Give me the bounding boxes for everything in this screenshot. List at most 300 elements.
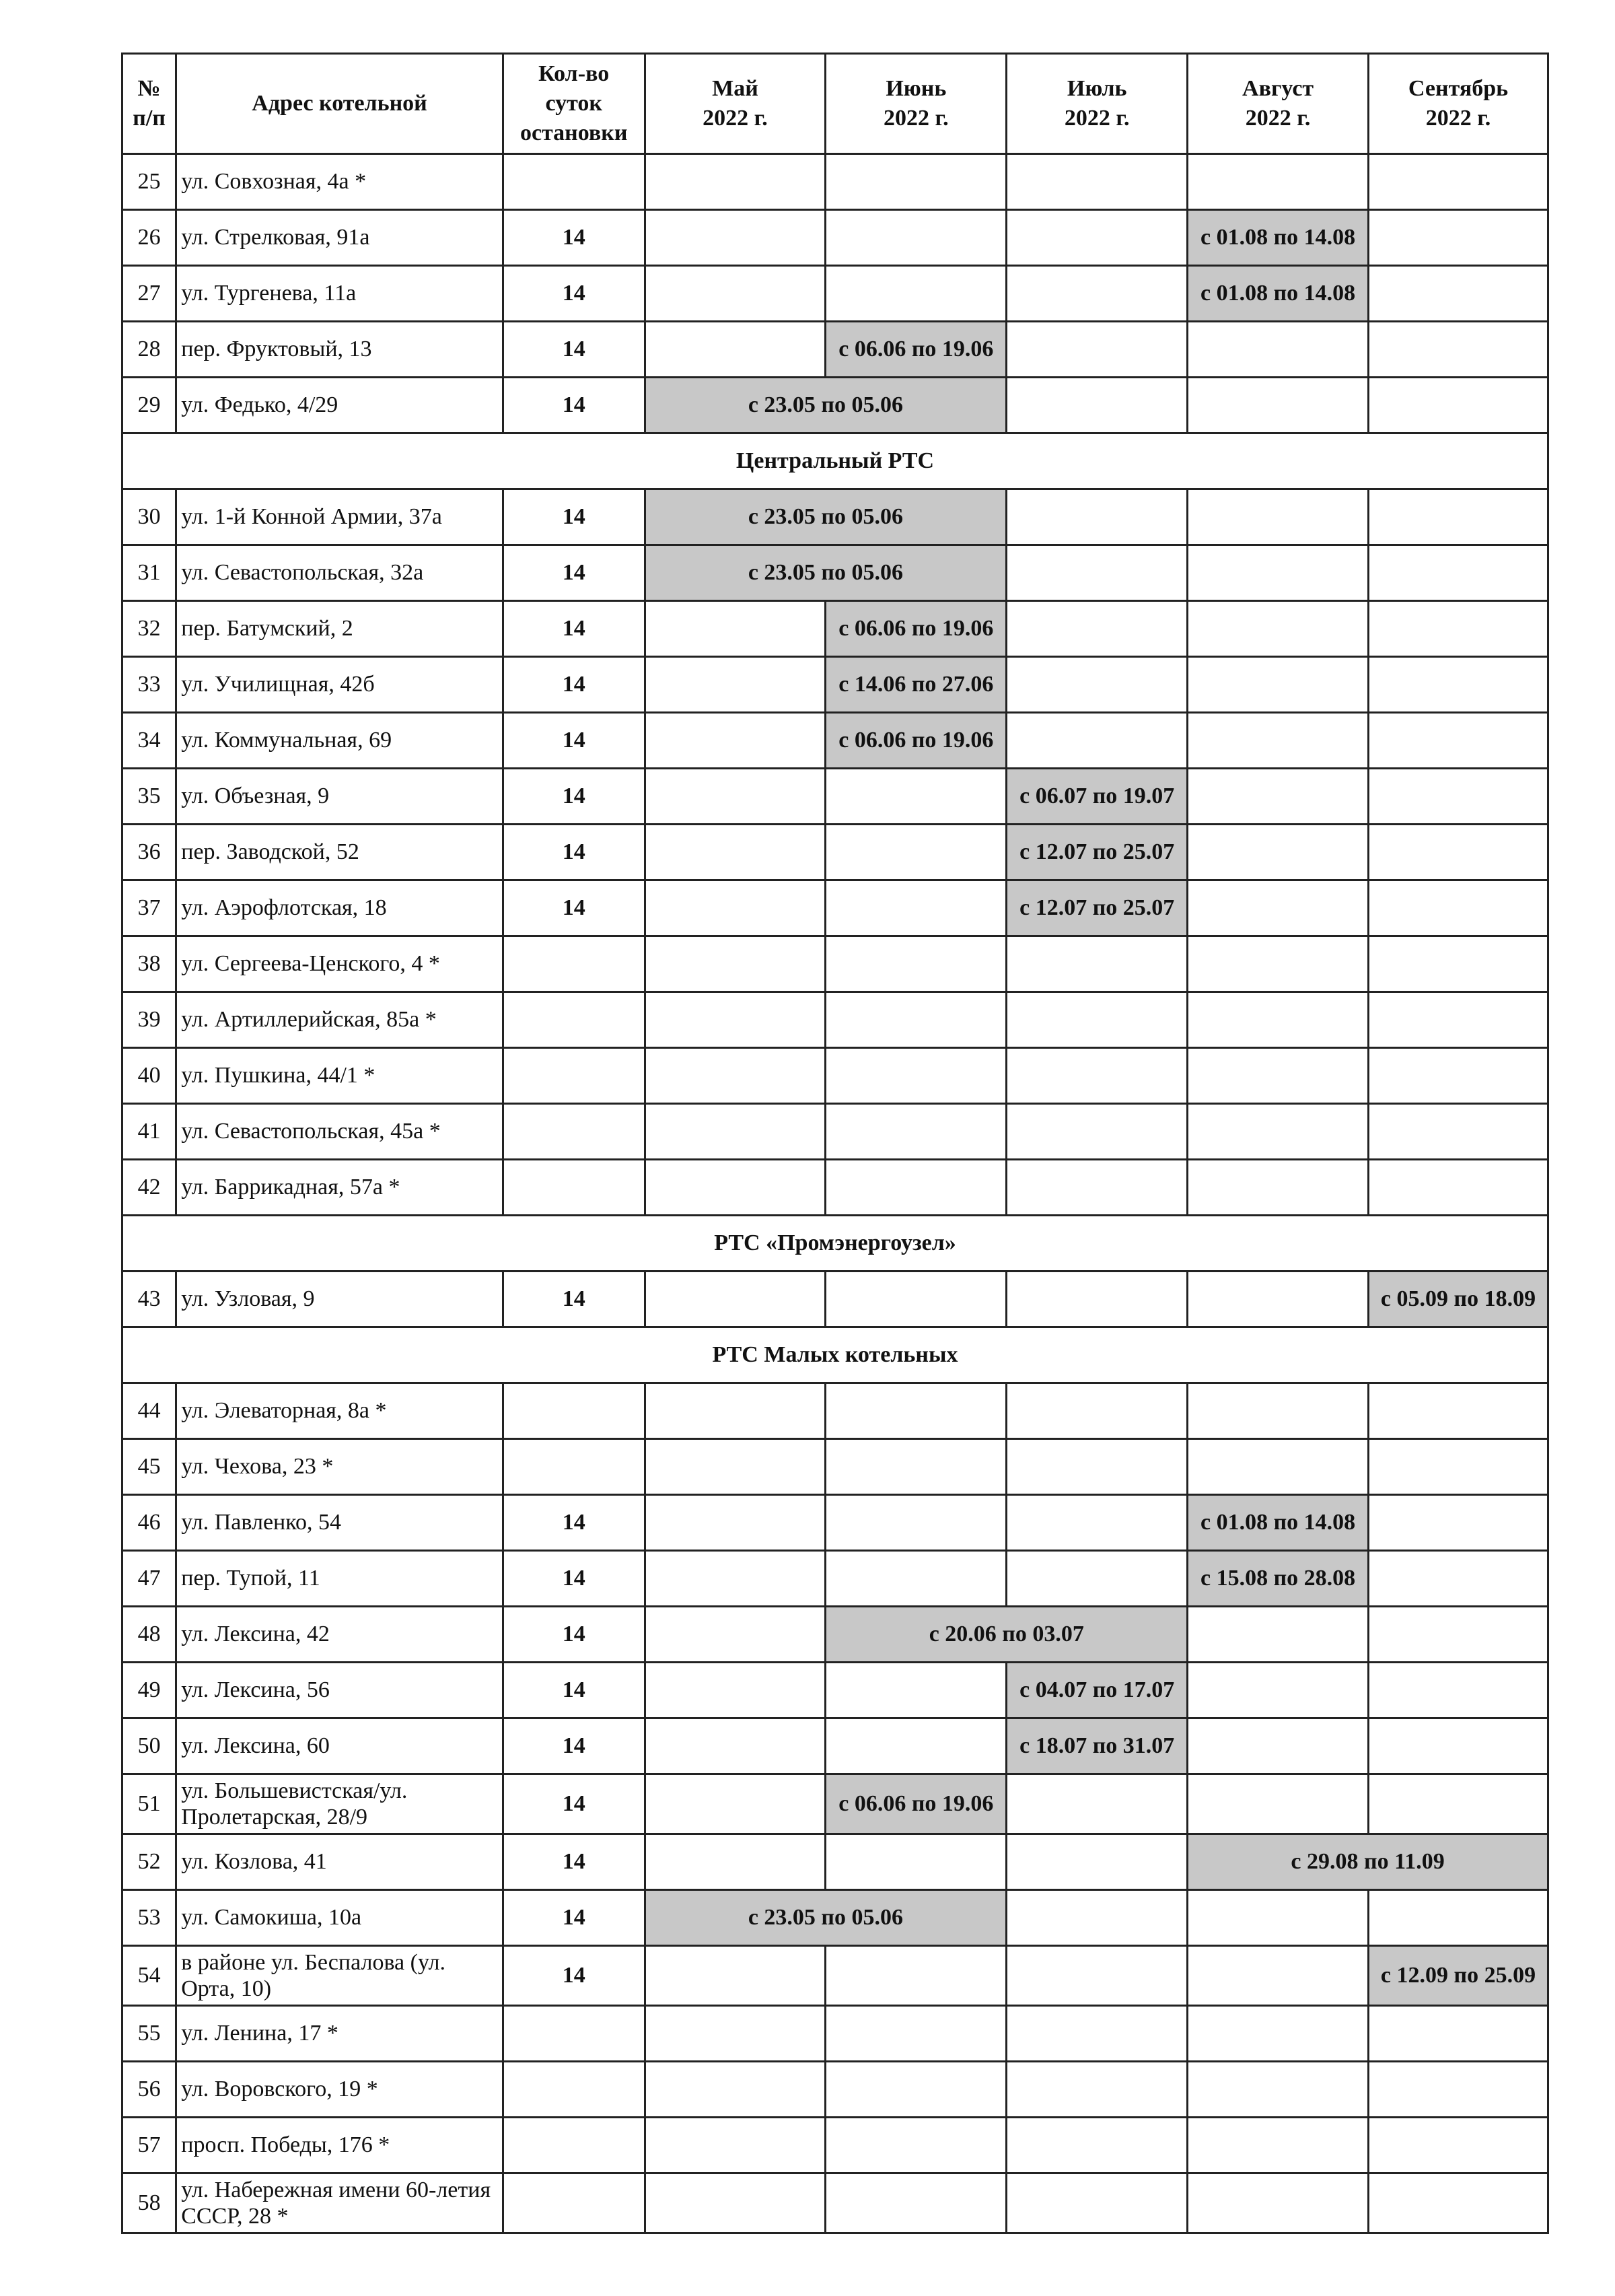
shutdown-period: с 06.06 по 19.06: [826, 322, 1007, 378]
row-number: 45: [122, 1439, 176, 1495]
month-cell: [1007, 1834, 1188, 1890]
table-row: [122, 657, 1548, 713]
month-cell: [645, 1383, 826, 1439]
month-cell: [1007, 1272, 1188, 1327]
month-cell: [826, 1160, 1007, 1216]
month-cell: [1007, 210, 1188, 266]
month-cell: [1369, 1607, 1548, 1663]
row-number: 53: [122, 1890, 176, 1946]
header-num: № п/п: [122, 54, 176, 154]
month-cell: [1369, 1890, 1548, 1946]
month-cell: [1369, 266, 1548, 322]
shutdown-period: с 12.09 по 25.09: [1369, 1946, 1548, 2006]
section-row: [122, 1216, 1548, 1272]
month-cell: [645, 601, 826, 657]
month-cell: [826, 154, 1007, 210]
boiler-address: ул. Набережная имени 60-летия СССР, 28 *: [176, 2173, 503, 2233]
month-cell: [1007, 1383, 1188, 1439]
month-cell: [1007, 601, 1188, 657]
row-number: 49: [122, 1663, 176, 1718]
row-number: 39: [122, 992, 176, 1048]
boiler-address: ул. Узловая, 9: [176, 1272, 503, 1327]
section-title: Центральный РТС: [122, 433, 1548, 489]
shutdown-days: 14: [503, 825, 645, 880]
table-row: [122, 1104, 1548, 1160]
month-cell: [1369, 2062, 1548, 2118]
month-cell: [1007, 713, 1188, 769]
row-number: 27: [122, 266, 176, 322]
month-cell: [645, 2062, 826, 2118]
month-cell: [826, 1718, 1007, 1774]
shutdown-days: [503, 1104, 645, 1160]
boiler-address: ул. Лексина, 42: [176, 1607, 503, 1663]
table-row: [122, 1890, 1548, 1946]
month-cell: [645, 210, 826, 266]
shutdown-period: с 01.08 по 14.08: [1188, 266, 1369, 322]
shutdown-days: [503, 2118, 645, 2173]
month-cell: [826, 266, 1007, 322]
shutdown-days: [503, 992, 645, 1048]
month-cell: [1188, 936, 1369, 992]
month-cell: [645, 1160, 826, 1216]
month-cell: [1007, 1551, 1188, 1607]
month-cell: [1188, 2173, 1369, 2233]
boiler-address: пер. Батумский, 2: [176, 601, 503, 657]
month-cell: [1188, 2006, 1369, 2062]
month-cell: [1007, 936, 1188, 992]
shutdown-period: с 04.07 по 17.07: [1007, 1663, 1188, 1718]
row-number: 25: [122, 154, 176, 210]
shutdown-days: 14: [503, 601, 645, 657]
month-cell: [826, 936, 1007, 992]
table-row: [122, 1272, 1548, 1327]
row-number: 46: [122, 1495, 176, 1551]
month-cell: [645, 154, 826, 210]
table-row: [122, 2006, 1548, 2062]
boiler-address: ул. Чехова, 23 *: [176, 1439, 503, 1495]
month-cell: [1188, 154, 1369, 210]
boiler-shutdown-table: [121, 53, 1549, 2234]
month-cell: [645, 1834, 826, 1890]
month-cell: [826, 880, 1007, 936]
month-cell: [1188, 1160, 1369, 1216]
row-number: 32: [122, 601, 176, 657]
row-number: 58: [122, 2173, 176, 2233]
row-number: 38: [122, 936, 176, 992]
month-cell: [1007, 657, 1188, 713]
month-cell: [1369, 992, 1548, 1048]
shutdown-days: 14: [503, 1834, 645, 1890]
month-cell: [645, 2118, 826, 2173]
table-row: [122, 825, 1548, 880]
boiler-address: ул. Стрелковая, 91а: [176, 210, 503, 266]
month-cell: [826, 1495, 1007, 1551]
table-body: [122, 154, 1548, 2233]
shutdown-period: с 01.08 по 14.08: [1188, 1495, 1369, 1551]
month-cell: [1007, 322, 1188, 378]
shutdown-days: 14: [503, 1495, 645, 1551]
month-cell: [1007, 1048, 1188, 1104]
month-cell: [1369, 1383, 1548, 1439]
shutdown-period: с 05.09 по 18.09: [1369, 1272, 1548, 1327]
shutdown-days: 14: [503, 489, 645, 545]
table-row: [122, 1834, 1548, 1890]
month-cell: [1188, 545, 1369, 601]
header-june: Июнь 2022 г.: [826, 54, 1007, 154]
shutdown-days: 14: [503, 1551, 645, 1607]
row-number: 50: [122, 1718, 176, 1774]
boiler-address: ул. Училищная, 42б: [176, 657, 503, 713]
month-cell: [1188, 1607, 1369, 1663]
shutdown-period: с 06.06 по 19.06: [826, 713, 1007, 769]
table-row: [122, 1718, 1548, 1774]
boiler-address: ул. Лексина, 60: [176, 1718, 503, 1774]
month-cell: [826, 992, 1007, 1048]
row-number: 34: [122, 713, 176, 769]
boiler-address: пер. Фруктовый, 13: [176, 322, 503, 378]
table-row: [122, 1048, 1548, 1104]
shutdown-period: с 23.05 по 05.06: [645, 378, 1007, 433]
boiler-address: ул. Совхозная, 4а *: [176, 154, 503, 210]
month-cell: [1188, 2062, 1369, 2118]
month-cell: [1007, 545, 1188, 601]
month-cell: [1188, 1272, 1369, 1327]
table-row: [122, 154, 1548, 210]
boiler-address: ул. Объезная, 9: [176, 769, 503, 825]
month-cell: [1369, 713, 1548, 769]
boiler-address: ул. Сергеева-Ценского, 4 *: [176, 936, 503, 992]
month-cell: [645, 266, 826, 322]
table-row: [122, 936, 1548, 992]
month-cell: [1369, 880, 1548, 936]
month-cell: [1369, 1495, 1548, 1551]
table-row: [122, 210, 1548, 266]
shutdown-days: [503, 1048, 645, 1104]
month-cell: [645, 1104, 826, 1160]
table-row: [122, 378, 1548, 433]
table-row: [122, 1663, 1548, 1718]
header-september: Сентябрь 2022 г.: [1369, 54, 1548, 154]
month-cell: [1188, 1774, 1369, 1834]
shutdown-days: [503, 1383, 645, 1439]
table-row: [122, 1383, 1548, 1439]
month-cell: [1007, 992, 1188, 1048]
boiler-address: в районе ул. Беспалова (ул. Орта, 10): [176, 1946, 503, 2006]
month-cell: [645, 2006, 826, 2062]
shutdown-days: 14: [503, 1718, 645, 1774]
shutdown-period: с 12.07 по 25.07: [1007, 880, 1188, 936]
table-row: [122, 1946, 1548, 2006]
boiler-address: ул. Воровского, 19 *: [176, 2062, 503, 2118]
table-row: [122, 1495, 1548, 1551]
month-cell: [1188, 1383, 1369, 1439]
shutdown-period: с 14.06 по 27.06: [826, 657, 1007, 713]
shutdown-days: 14: [503, 210, 645, 266]
boiler-address: ул. 1-й Конной Армии, 37а: [176, 489, 503, 545]
shutdown-days: [503, 2173, 645, 2233]
row-number: 40: [122, 1048, 176, 1104]
month-cell: [1007, 378, 1188, 433]
month-cell: [826, 2006, 1007, 2062]
boiler-address: ул. Тургенева, 11а: [176, 266, 503, 322]
shutdown-days: 14: [503, 1774, 645, 1834]
month-cell: [826, 1551, 1007, 1607]
shutdown-period: с 23.05 по 05.06: [645, 1890, 1007, 1946]
shutdown-days: 14: [503, 713, 645, 769]
month-cell: [826, 2118, 1007, 2173]
table-row: [122, 713, 1548, 769]
month-cell: [645, 1663, 826, 1718]
month-cell: [1188, 489, 1369, 545]
shutdown-days: [503, 936, 645, 992]
header-row: [122, 54, 1548, 154]
shutdown-period: с 20.06 по 03.07: [826, 1607, 1188, 1663]
month-cell: [645, 657, 826, 713]
month-cell: [1369, 1718, 1548, 1774]
month-cell: [826, 1663, 1007, 1718]
header-days: Кол-во суток остановки: [503, 54, 645, 154]
row-number: 33: [122, 657, 176, 713]
table-row: [122, 1607, 1548, 1663]
month-cell: [1188, 825, 1369, 880]
header-august: Август 2022 г.: [1188, 54, 1369, 154]
shutdown-days: 14: [503, 266, 645, 322]
row-number: 48: [122, 1607, 176, 1663]
month-cell: [1188, 322, 1369, 378]
row-number: 56: [122, 2062, 176, 2118]
shutdown-days: [503, 1160, 645, 1216]
month-cell: [826, 210, 1007, 266]
shutdown-days: 14: [503, 1272, 645, 1327]
month-cell: [826, 1272, 1007, 1327]
month-cell: [1369, 825, 1548, 880]
month-cell: [1369, 210, 1548, 266]
month-cell: [1007, 2118, 1188, 2173]
table-row: [122, 992, 1548, 1048]
month-cell: [645, 769, 826, 825]
month-cell: [1007, 489, 1188, 545]
month-cell: [1369, 489, 1548, 545]
month-cell: [1007, 1439, 1188, 1495]
boiler-address: ул. Самокиша, 10а: [176, 1890, 503, 1946]
month-cell: [826, 2173, 1007, 2233]
month-cell: [645, 2173, 826, 2233]
row-number: 37: [122, 880, 176, 936]
boiler-address: просп. Победы, 176 *: [176, 2118, 503, 2173]
boiler-address: ул. Элеваторная, 8а *: [176, 1383, 503, 1439]
month-cell: [1007, 1104, 1188, 1160]
month-cell: [1007, 266, 1188, 322]
table-row: [122, 1551, 1548, 1607]
month-cell: [645, 1048, 826, 1104]
table-row: [122, 2062, 1548, 2118]
month-cell: [1369, 2006, 1548, 2062]
shutdown-period: с 23.05 по 05.06: [645, 489, 1007, 545]
month-cell: [645, 880, 826, 936]
shutdown-period: с 06.06 по 19.06: [826, 601, 1007, 657]
shutdown-days: [503, 154, 645, 210]
month-cell: [645, 1439, 826, 1495]
header-may: Май 2022 г.: [645, 54, 826, 154]
row-number: 26: [122, 210, 176, 266]
month-cell: [645, 1272, 826, 1327]
month-cell: [826, 1048, 1007, 1104]
shutdown-days: 14: [503, 1890, 645, 1946]
month-cell: [1369, 378, 1548, 433]
month-cell: [1369, 1439, 1548, 1495]
month-cell: [1007, 1495, 1188, 1551]
shutdown-days: 14: [503, 1663, 645, 1718]
boiler-address: пер. Тупой, 11: [176, 1551, 503, 1607]
month-cell: [1007, 1946, 1188, 2006]
shutdown-period: с 06.07 по 19.07: [1007, 769, 1188, 825]
row-number: 42: [122, 1160, 176, 1216]
section-row: [122, 433, 1548, 489]
boiler-address: ул. Павленко, 54: [176, 1495, 503, 1551]
table-row: [122, 1160, 1548, 1216]
month-cell: [1369, 1774, 1548, 1834]
month-cell: [645, 936, 826, 992]
table-row: [122, 489, 1548, 545]
month-cell: [1007, 1890, 1188, 1946]
table-row: [122, 1439, 1548, 1495]
month-cell: [645, 713, 826, 769]
month-cell: [1007, 154, 1188, 210]
month-cell: [1188, 1718, 1369, 1774]
row-number: 41: [122, 1104, 176, 1160]
month-cell: [1369, 1104, 1548, 1160]
boiler-address: ул. Козлова, 41: [176, 1834, 503, 1890]
shutdown-days: 14: [503, 545, 645, 601]
shutdown-days: [503, 1439, 645, 1495]
row-number: 47: [122, 1551, 176, 1607]
table-row: [122, 2173, 1548, 2233]
month-cell: [826, 1383, 1007, 1439]
month-cell: [1007, 1774, 1188, 1834]
row-number: 29: [122, 378, 176, 433]
row-number: 55: [122, 2006, 176, 2062]
month-cell: [1188, 657, 1369, 713]
month-cell: [645, 1495, 826, 1551]
table-row: [122, 266, 1548, 322]
month-cell: [1188, 769, 1369, 825]
shutdown-days: 14: [503, 322, 645, 378]
shutdown-period: с 18.07 по 31.07: [1007, 1718, 1188, 1774]
boiler-address: ул. Лексина, 56: [176, 1663, 503, 1718]
month-cell: [645, 1946, 826, 2006]
month-cell: [645, 825, 826, 880]
boiler-address: ул. Ленина, 17 *: [176, 2006, 503, 2062]
table-row: [122, 769, 1548, 825]
table-row: [122, 322, 1548, 378]
month-cell: [826, 769, 1007, 825]
month-cell: [1369, 2118, 1548, 2173]
month-cell: [1369, 1551, 1548, 1607]
header-address: Адрес котельной: [176, 54, 503, 154]
month-cell: [1369, 1160, 1548, 1216]
month-cell: [1188, 601, 1369, 657]
shutdown-days: 14: [503, 880, 645, 936]
month-cell: [826, 825, 1007, 880]
month-cell: [1369, 657, 1548, 713]
month-cell: [645, 992, 826, 1048]
table-row: [122, 2118, 1548, 2173]
table-row: [122, 1774, 1548, 1834]
row-number: 28: [122, 322, 176, 378]
month-cell: [1369, 1663, 1548, 1718]
month-cell: [1188, 1946, 1369, 2006]
month-cell: [645, 1607, 826, 1663]
boiler-address: ул. Севастопольская, 32а: [176, 545, 503, 601]
month-cell: [1188, 1890, 1369, 1946]
month-cell: [1007, 1160, 1188, 1216]
table-row: [122, 545, 1548, 601]
month-cell: [1188, 713, 1369, 769]
month-cell: [1188, 1104, 1369, 1160]
shutdown-days: 14: [503, 1946, 645, 2006]
row-number: 52: [122, 1834, 176, 1890]
boiler-address: ул. Коммунальная, 69: [176, 713, 503, 769]
section-title: РТС «Промэнергоузел»: [122, 1216, 1548, 1272]
shutdown-period: с 15.08 по 28.08: [1188, 1551, 1369, 1607]
shutdown-period: с 12.07 по 25.07: [1007, 825, 1188, 880]
shutdown-days: 14: [503, 378, 645, 433]
section-title: РТС Малых котельных: [122, 1327, 1548, 1383]
boiler-address: ул. Аэрофлотская, 18: [176, 880, 503, 936]
shutdown-days: 14: [503, 657, 645, 713]
shutdown-period: с 29.08 по 11.09: [1188, 1834, 1548, 1890]
boiler-address: ул. Артиллерийская, 85а *: [176, 992, 503, 1048]
month-cell: [645, 1718, 826, 1774]
row-number: 35: [122, 769, 176, 825]
row-number: 30: [122, 489, 176, 545]
month-cell: [1369, 601, 1548, 657]
row-number: 57: [122, 2118, 176, 2173]
month-cell: [645, 1774, 826, 1834]
row-number: 31: [122, 545, 176, 601]
month-cell: [826, 2062, 1007, 2118]
row-number: 36: [122, 825, 176, 880]
month-cell: [1188, 2118, 1369, 2173]
shutdown-period: с 23.05 по 05.06: [645, 545, 1007, 601]
table-row: [122, 880, 1548, 936]
month-cell: [1369, 769, 1548, 825]
boiler-address: ул. Федько, 4/29: [176, 378, 503, 433]
month-cell: [826, 1946, 1007, 2006]
row-number: 44: [122, 1383, 176, 1439]
month-cell: [1007, 2173, 1188, 2233]
row-number: 43: [122, 1272, 176, 1327]
month-cell: [826, 1834, 1007, 1890]
month-cell: [1369, 545, 1548, 601]
row-number: 54: [122, 1946, 176, 2006]
month-cell: [826, 1104, 1007, 1160]
section-row: [122, 1327, 1548, 1383]
table-row: [122, 601, 1548, 657]
boiler-address: пер. Заводской, 52: [176, 825, 503, 880]
boiler-address: ул. Баррикадная, 57а *: [176, 1160, 503, 1216]
month-cell: [1188, 378, 1369, 433]
boiler-address: ул. Большевистская/ул. Пролетарская, 28/9: [176, 1774, 503, 1834]
month-cell: [1007, 2062, 1188, 2118]
month-cell: [1188, 1048, 1369, 1104]
month-cell: [645, 322, 826, 378]
boiler-address: ул. Севастопольская, 45а *: [176, 1104, 503, 1160]
month-cell: [1369, 322, 1548, 378]
month-cell: [1369, 1048, 1548, 1104]
shutdown-days: [503, 2006, 645, 2062]
month-cell: [826, 1439, 1007, 1495]
